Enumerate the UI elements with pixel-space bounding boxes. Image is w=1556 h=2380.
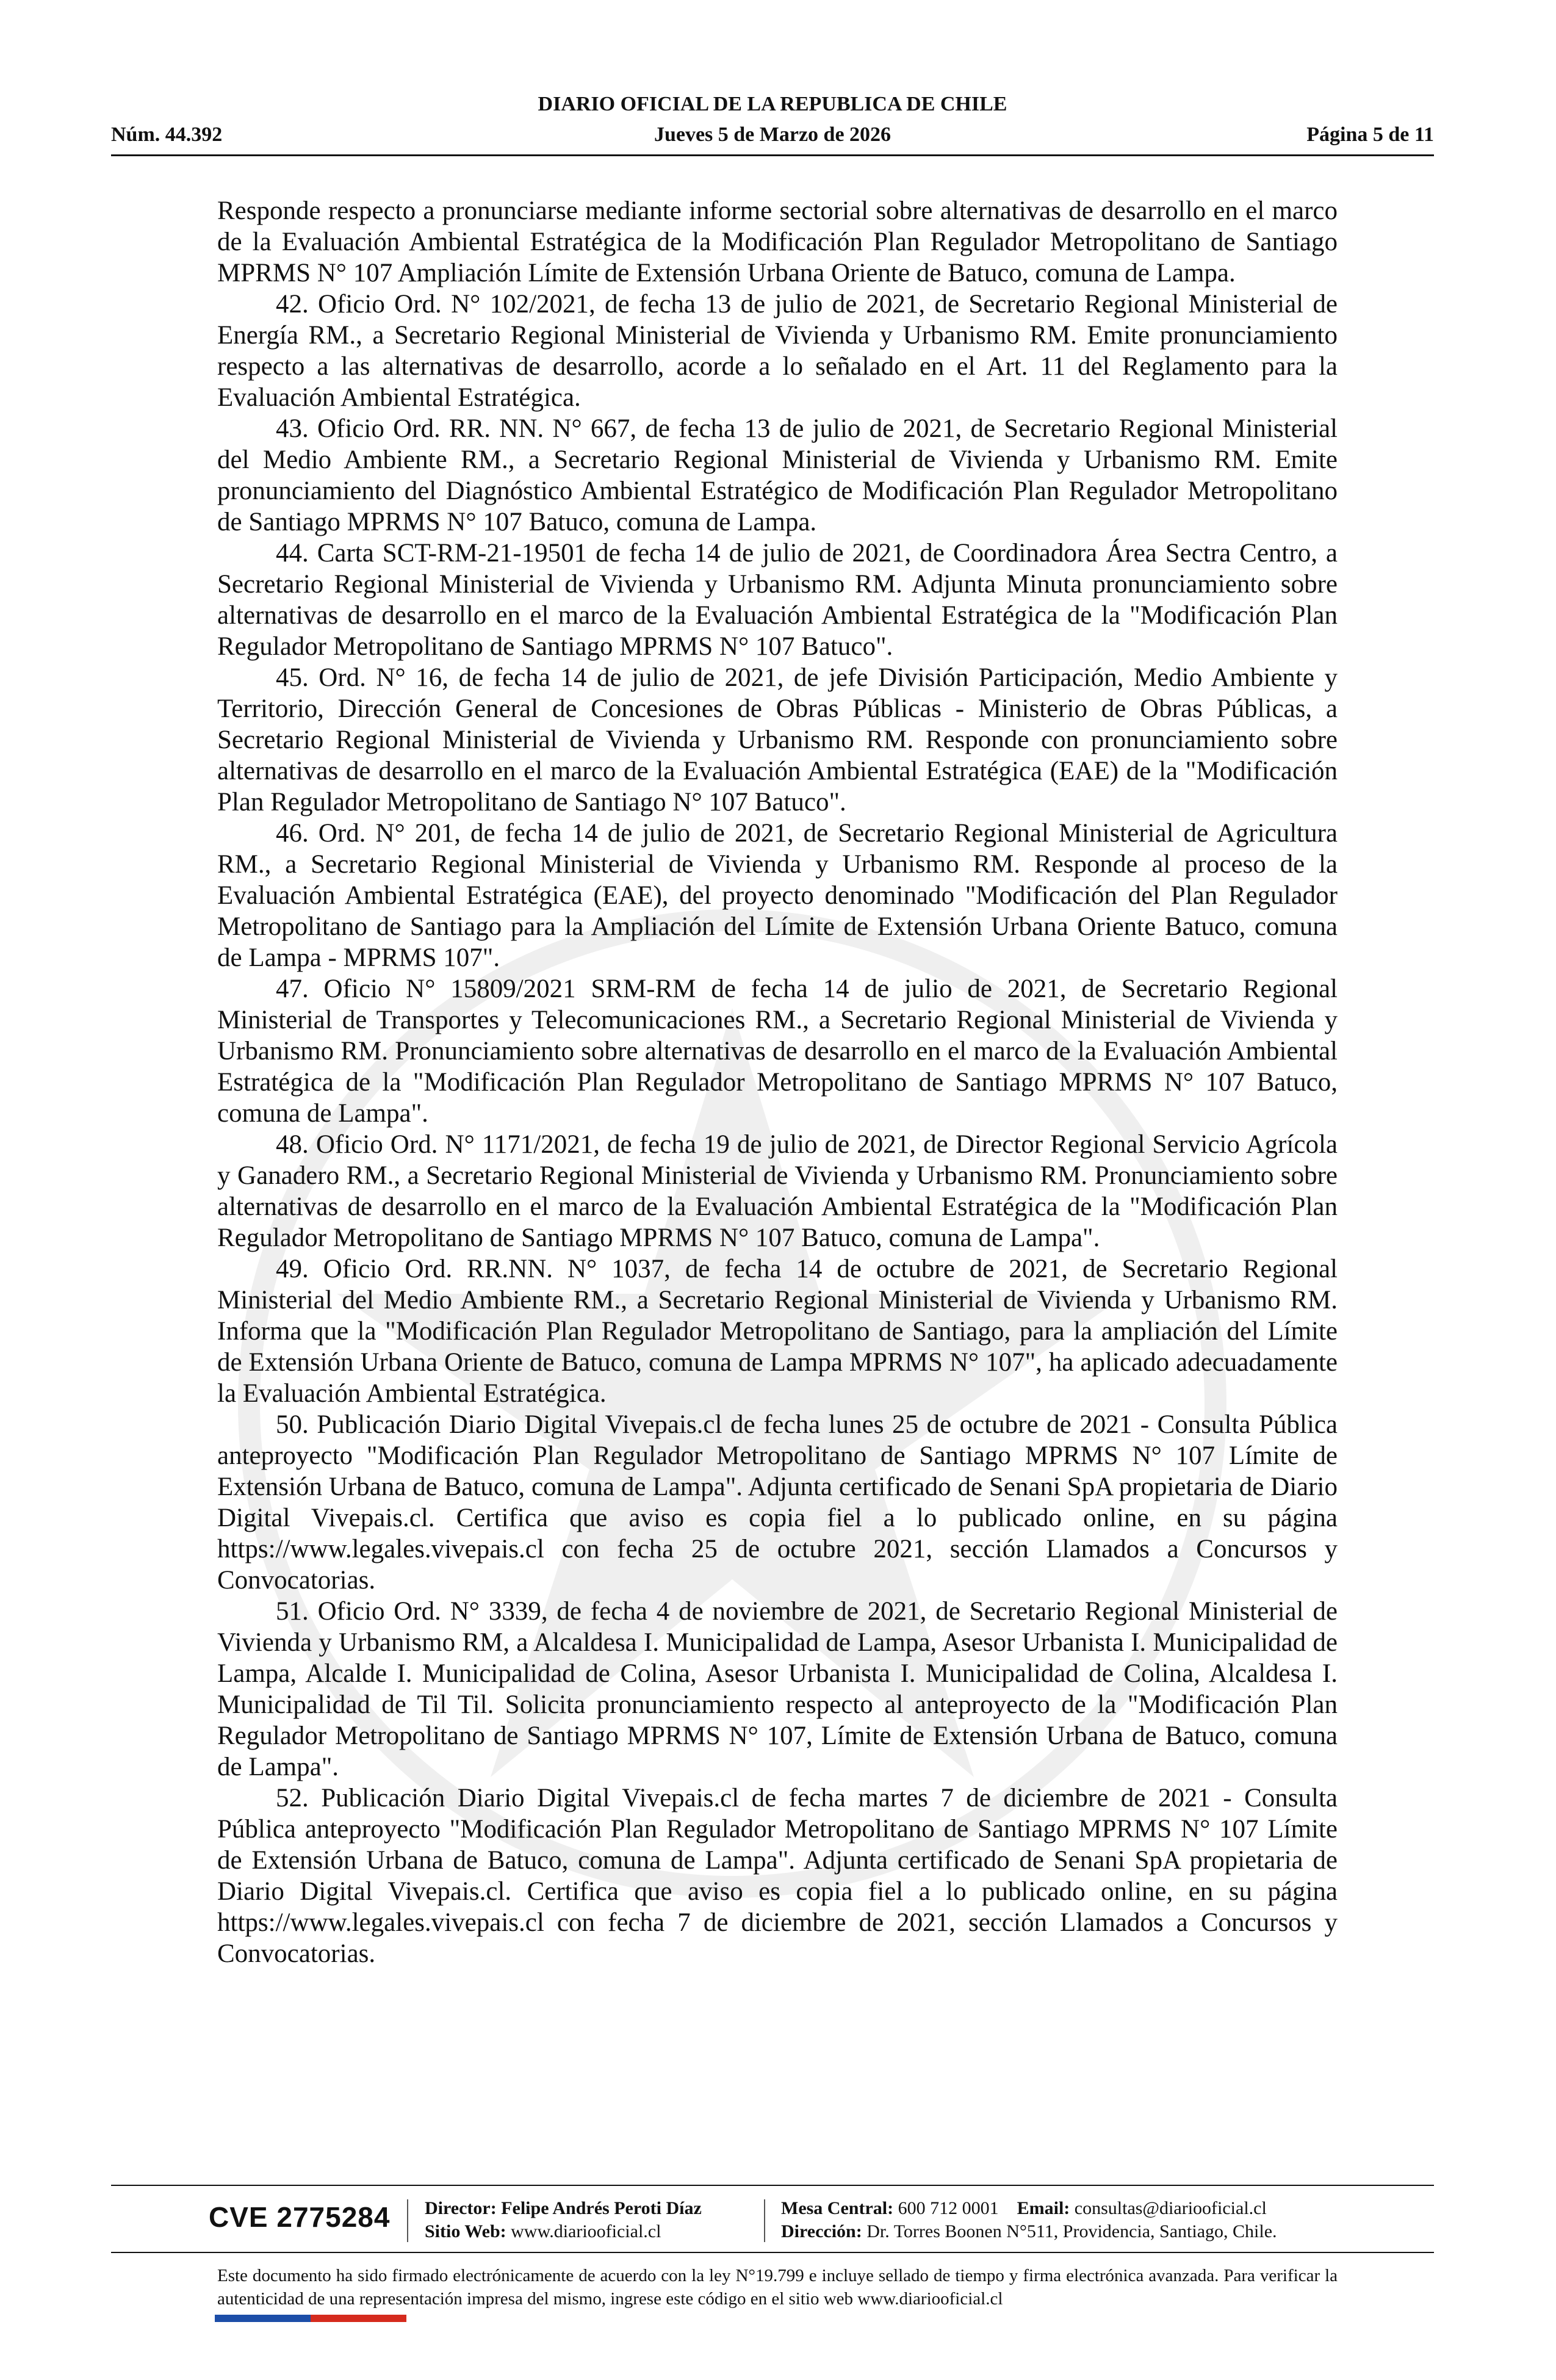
paragraph: 50. Publicación Diario Digital Vivepais.cl de fecha lunes 25 de octubre de 2021 - Consulta Pública anteproyecto "Modificación Plan Regulador Metropolitano de Santiago MPRMS N° 107 Límite de Extensión Urbana de Batuco, comuna de Lampa". Adjunta certificado de Senani SpA propietaria de Diario Digital Vivepais.cl. Certifica que aviso es copia fiel a lo publicado online, en su página https://www.legales.vivepais.cl con fecha 25 de octubre 2021, sección Llamados a Concursos y Convocatorias. [217, 1410, 1338, 1595]
paragraph: 42. Oficio Ord. N° 102/2021, de fecha 13 de julio de 2021, de Secretario Regional Ministerial de Energía RM., a Secretario Regional Ministerial de Vivienda y Urbanismo RM. Emite pronunciamiento respecto a las alternativas de desarrollo, acorde a lo señalado en el Art. 11 del Reglamento para la Evaluación Ambiental Estratégica. [217, 290, 1338, 412]
email-label: Email: [1017, 2198, 1070, 2218]
paragraph: Responde respecto a pronunciarse mediante informe sectorial sobre alternativas de desarrollo en el marco de la Evaluación Ambiental Estratégica de la Modificación Plan Regulador Metropolitano de Santiago MPRMS N° 107 Ampliación Límite de Extensión Urbana Oriente de Batuco, comuna de Lampa. [217, 197, 1338, 287]
footer-divider [111, 2252, 1434, 2253]
document-body [217, 195, 1338, 1969]
page-header [111, 93, 1434, 160]
phone-label: Mesa Central: [781, 2198, 894, 2218]
paragraph: 45. Ord. N° 16, de fecha 14 de julio de 2021, de jefe División Participación, Medio Ambiente y Territorio, Dirección General de Concesiones de Obras Públicas - Ministerio de Obras Públicas, a Secretario Regional Ministerial de Vivienda y Urbanismo RM. Responde con pronunciamiento sobre alternativas de desarrollo en el marco de la Evaluación Ambiental Estratégica (EAE) de la "Modificación Plan Regulador Metropolitano de Santiago N° 107 Batuco". [217, 663, 1338, 817]
paragraph: 46. Ord. N° 201, de fecha 14 de julio de 2021, de Secretario Regional Ministerial de Agricultura RM., a Secretario Regional Ministerial de Vivienda y Urbanismo RM. Responde al proceso de la Evaluación Ambiental Estratégica (EAE), del proyecto denominado "Modificación del Plan Regulador Metropolitano de Santiago para la Ampliación del Límite de Extensión Urbana Oriente Batuco, comuna de Lampa - MPRMS 107". [217, 819, 1338, 972]
footer-info [111, 2190, 1434, 2257]
address-label: Dirección: [781, 2221, 862, 2241]
paragraph: 52. Publicación Diario Digital Vivepais.cl de fecha martes 7 de diciembre de 2021 - Consulta Pública anteproyecto "Modificación Plan Regulador Metropolitano de Santiago MPRMS N° 107 Límite de Extensión Urbana de Batuco, comuna de Lampa". Adjunta certificado de Senani SpA propietaria de Diario Digital Vivepais.cl. Certifica que aviso es copia fiel a lo publicado online, en su página https://www.legales.vivepais.cl con fecha 7 de diciembre de 2021, sección Llamados a Concursos y Convocatorias. [217, 1784, 1338, 1968]
paragraph: 49. Oficio Ord. RR.NN. N° 1037, de fecha 14 de octubre de 2021, de Secretario Regional Ministerial del Medio Ambiente RM., a Secretario Regional Ministerial de Vivienda y Urbanismo RM. Informa que la "Modificación Plan Regulador Metropolitano de Santiago, para la ampliación del Límite de Extensión Urbana Oriente de Batuco, comuna de Lampa MPRMS N° 107", ha aplicado adecuadamente la Evaluación Ambiental Estratégica. [217, 1255, 1338, 1408]
flag-red-band [311, 2315, 406, 2322]
phone-number: 600 712 0001 [898, 2198, 999, 2218]
director-label: Director: [425, 2198, 497, 2218]
website-label: Sitio Web: [425, 2221, 506, 2241]
legal-notice: Este documento ha sido firmado electrónicamente de acuerdo con la ley N°19.799 e incluye sellado de tiempo y firma electrónica avanzada. Para verificar la autenticidad de una representación impresa del mismo, ingrese este código en el sitio web www.diariooficial.cl [217, 2266, 1338, 2309]
paragraph: 51. Oficio Ord. N° 3339, de fecha 4 de noviembre de 2021, de Secretario Regional Ministerial de Vivienda y Urbanismo RM, a Alcaldesa I. Municipalidad de Lampa, Asesor Urbanista I. Municipalidad de Lampa, Alcalde I. Municipalidad de Colina, Asesor Urbanista I. Municipalidad de Colina, Alcaldesa I. Municipalidad de Til Til. Solicita pronunciamiento respecto al anteproyecto de la "Modificación Plan Regulador Metropolitano de Santiago MPRMS N° 107, Límite de Extensión Urbana de Batuco, comuna de Lampa". [217, 1597, 1338, 1781]
paragraph: 44. Carta SCT-RM-21-19501 de fecha 14 de julio de 2021, de Coordinadora Área Sectra Centro, a Secretario Regional Ministerial de Vivienda y Urbanismo RM. Adjunta Minuta pronunciamiento sobre alternativas de desarrollo en el marco de la Evaluación Ambiental Estratégica de la "Modificación Plan Regulador Metropolitano de Santiago MPRMS N° 107 Batuco". [217, 539, 1338, 661]
director-name: Felipe Andrés Peroti Díaz [501, 2198, 702, 2218]
cve-code: CVE 2775284 [209, 2201, 391, 2233]
director-block [425, 2197, 702, 2243]
email-link[interactable]: consultas@diariooficial.cl [1074, 2198, 1267, 2218]
footer-separator [407, 2199, 408, 2242]
flag-blue-band [215, 2315, 311, 2322]
issue-number: Núm. 44.392 [111, 123, 223, 146]
newspaper-title: DIARIO OFICIAL DE LA REPUBLICA DE CHILE [538, 93, 1007, 115]
chile-flag-stripe [215, 2315, 406, 2322]
footer-divider-top [111, 2185, 1434, 2186]
address-value: Dr. Torres Boonen N°511, Providencia, Santiago, Chile. [866, 2221, 1277, 2241]
paragraph: 48. Oficio Ord. N° 1171/2021, de fecha 19 de julio de 2021, de Director Regional Servicio Agrícola y Ganadero RM., a Secretario Regional Ministerial de Vivienda y Urbanismo RM. Pronunciamiento sobre alternativas de desarrollo en el marco de la Evaluación Ambiental Estratégica de la "Modificación Plan Regulador Metropolitano de Santiago MPRMS N° 107 Batuco, comuna de Lampa". [217, 1130, 1338, 1252]
website-link[interactable]: www.diariooficial.cl [511, 2221, 661, 2241]
contact-block [781, 2197, 1277, 2243]
header-divider [111, 154, 1434, 156]
paragraph: 47. Oficio N° 15809/2021 SRM-RM de fecha 14 de julio de 2021, de Secretario Regional Ministerial de Transportes y Telecomunicaciones RM., a Secretario Regional Ministerial de Vivienda y Urbanismo RM. Pronunciamiento sobre alternativas de desarrollo en el marco de la Evaluación Ambiental Estratégica de la "Modificación Plan Regulador Metropolitano de Santiago MPRMS N° 107 Batuco, comuna de Lampa". [217, 975, 1338, 1128]
issue-date: Jueves 5 de Marzo de 2026 [654, 123, 891, 146]
footer-separator [764, 2199, 765, 2242]
paragraph: 43. Oficio Ord. RR. NN. N° 667, de fecha 13 de julio de 2021, de Secretario Regional Ministerial del Medio Ambiente RM., a Secretario Regional Ministerial de Vivienda y Urbanismo RM. Emite pronunciamiento del Diagnóstico Ambiental Estratégico de Modificación Plan Regulador Metropolitano de Santiago MPRMS N° 107 Batuco, comuna de Lampa. [217, 414, 1338, 536]
page-number: Página 5 de 11 [1306, 123, 1434, 146]
